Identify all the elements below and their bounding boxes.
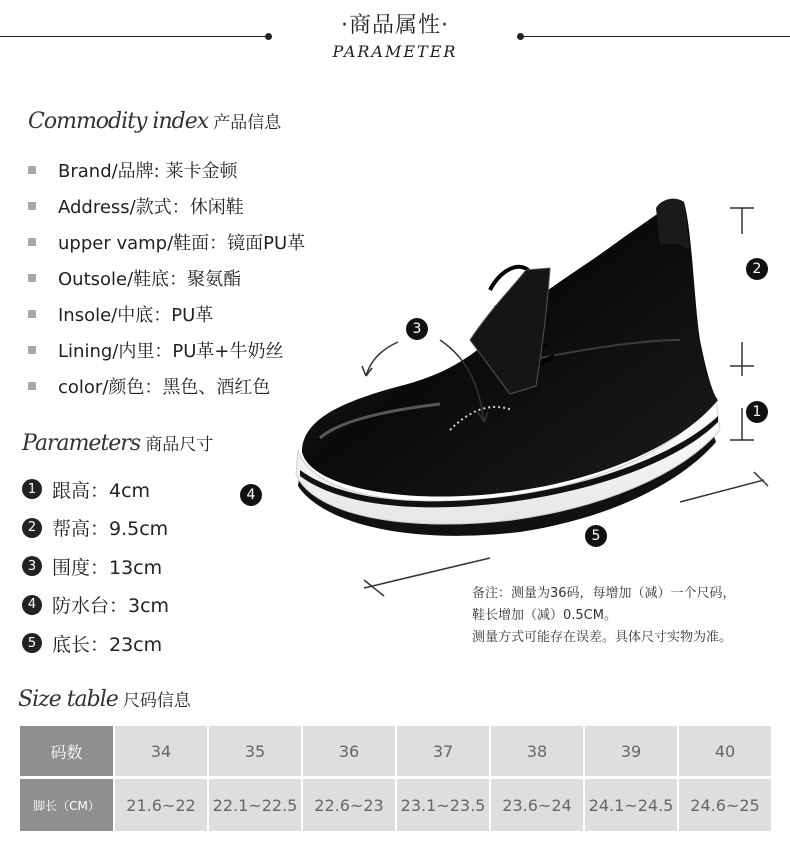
length-cell: 22.1~22.5 [209,779,301,831]
number-badge: 4 [22,595,42,615]
size-cell: 36 [303,726,395,776]
note-line: 测量方式可能存在误差。具体尺寸实物为准。 [472,630,733,645]
attribute-text: Insole/中底：PU革 [58,305,214,326]
length-row-label: 脚长（CM） [20,779,113,831]
header-title-cn: ·商品属性· [341,13,449,38]
commodity-title-cn: 产品信息 [213,113,282,133]
commodity-attribute-list [28,152,305,404]
length-cell: 24.1~24.5 [585,779,677,831]
parameter-text: 防水台：3cm [52,595,170,618]
bullet-square-icon [28,166,36,174]
parameters-title-cn: 商品尺寸 [145,435,214,455]
attribute-text: Lining/内里：PU革+牛奶丝 [58,341,284,362]
parameter-text: 跟高：4cm [52,479,151,502]
list-item [28,188,305,224]
bullet-square-icon [28,382,36,390]
size-cell: 40 [679,726,771,776]
parameter-text: 围度：13cm [52,556,163,579]
list-item [22,624,169,663]
size-cell: 34 [115,726,207,776]
list-item [28,224,305,260]
diagram-marker-1: 1 [746,401,768,423]
number-badge: 2 [22,518,42,538]
note-line: 鞋长增加（减）0.5CM。 [472,608,617,623]
list-item [28,332,305,368]
parameters-heading [22,430,213,456]
size-table [18,726,773,831]
bullet-square-icon [28,310,36,318]
number-badge: 5 [22,633,42,653]
list-item [22,509,169,548]
header-title-en: PARAMETER [332,42,458,61]
shoe-diagram [280,190,780,600]
diagram-marker-4: 4 [240,484,262,506]
measure-upper-height [730,208,754,234]
parameters-title-en: Parameters [22,431,141,456]
number-badge: 3 [22,556,42,576]
commodity-heading [28,108,281,134]
parameters-list [22,470,169,663]
parameter-text: 帮高：9.5cm [52,518,169,541]
size-table-title-cn: 尺码信息 [122,691,191,711]
bullet-square-icon [28,346,36,354]
list-item [22,586,169,625]
list-item [28,368,305,404]
list-item [22,470,169,509]
size-table-heading [18,686,191,712]
note-line: 备注：测量为36码，每增加（减）一个尺码， [472,586,736,601]
length-cell: 23.1~23.5 [397,779,489,831]
bullet-square-icon [28,238,36,246]
size-row-label: 码数 [20,726,113,776]
table-row [20,779,771,831]
list-item [22,547,169,586]
size-table-title-en: Size table [18,687,118,712]
size-cell: 39 [585,726,677,776]
size-cell: 37 [397,726,489,776]
attribute-text: upper vamp/鞋面：镜面PU革 [58,233,306,254]
attribute-text: Brand/品牌: 莱卡金顿 [58,161,238,182]
length-cell: 23.6~24 [491,779,583,831]
length-cell: 24.6~25 [679,779,771,831]
attribute-text: Outsole/鞋底：聚氨酯 [58,269,242,290]
attribute-text: color/颜色：黑色、酒红色 [58,377,271,398]
measurement-note [472,583,736,649]
number-badge: 1 [22,479,42,499]
diagram-marker-3: 3 [406,318,428,340]
bullet-square-icon [28,202,36,210]
length-cell: 22.6~23 [303,779,395,831]
measure-heel-height [730,342,754,440]
commodity-title-en: Commodity index [28,109,209,134]
table-row [20,726,771,776]
bullet-square-icon [28,274,36,282]
length-cell: 21.6~22 [115,779,207,831]
attribute-text: Address/款式：休闲鞋 [58,197,244,218]
parameter-text: 底长：23cm [52,633,163,656]
diagram-marker-5: 5 [585,525,607,547]
size-cell: 35 [209,726,301,776]
list-item [28,152,305,188]
size-cell: 38 [491,726,583,776]
diagram-marker-2: 2 [746,258,768,280]
list-item [28,260,305,296]
list-item [28,296,305,332]
